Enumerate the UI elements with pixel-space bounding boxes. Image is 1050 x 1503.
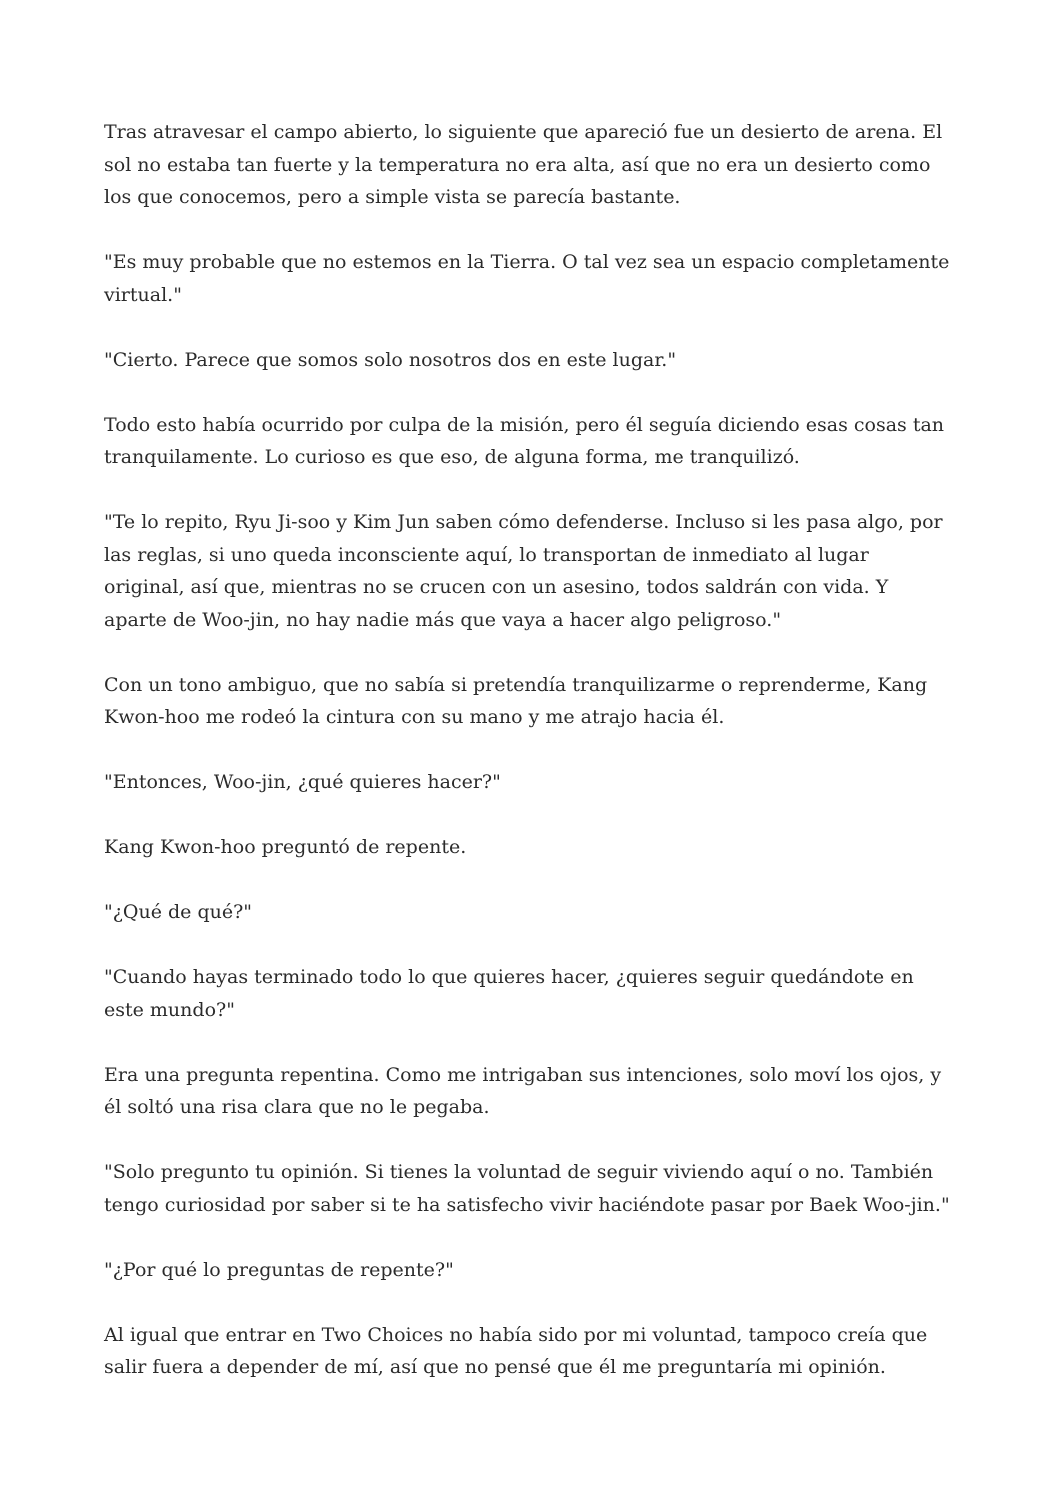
paragraph: "Te lo repito, Ryu Ji-soo y Kim Jun saben cómo defenderse. Incluso si les pasa algo, por las reglas, si uno queda inconsciente aquí, lo transportan de inmediato al lugar original, así que, mientras no se crucen con un asesino, todos saldrán con vida. Y aparte de Woo-jin, no hay nadie más que vaya a hacer algo peligroso."	[104, 511, 943, 631]
paragraph: "¿Qué de qué?"	[104, 901, 253, 923]
paragraph: "Cierto. Parece que somos solo nosotros dos en este lugar."	[104, 348, 677, 371]
paragraph: Todo esto había ocurrido por culpa de la misión, pero él seguía diciendo esas cosas tan tranquilamente. Lo curioso es que eso, de alguna forma, me tranquilizó.	[104, 413, 945, 468]
paragraph: "¿Por qué lo preguntas de repente?"	[104, 1258, 454, 1281]
paragraph: Era una pregunta repentina. Como me intrigaban sus intenciones, solo moví los ojos, y él soltó una risa clara que no le pegaba.	[104, 1063, 942, 1118]
paragraph: Tras atravesar el campo abierto, lo siguiente que apareció fue un desierto de arena. El sol no estaba tan fuerte y la temperatura no era alta, así que no era un desierto como los que conocemos, pero a simple vista se parecía bastante.	[104, 121, 943, 208]
document-page	[104, 116, 954, 1384]
paragraph: "Entonces, Woo-jin, ¿qué quieres hacer?"	[104, 771, 501, 793]
paragraph: Con un tono ambiguo, que no sabía si pretendía tranquilizarme o reprenderme, Kang Kwon-hoo me rodeó la cintura con su mano y me atrajo hacia él.	[104, 673, 928, 728]
paragraph: "Solo pregunto tu opinión. Si tienes la voluntad de seguir viviendo aquí o no. También tengo curiosidad por saber si te ha satisfecho vivir haciéndote pasar por Baek Woo-jin."	[104, 1161, 950, 1216]
paragraph: Al igual que entrar en Two Choices no había sido por mi voluntad, tampoco creía que salir fuera a depender de mí, así que no pensé que él me preguntaría mi opinión.	[104, 1323, 928, 1378]
paragraph: "Es muy probable que no estemos en la Tierra. O tal vez sea un espacio completamente virtual."	[104, 251, 950, 306]
paragraph: "Cuando hayas terminado todo lo que quieres hacer, ¿quieres seguir quedándote en este mundo?"	[104, 966, 914, 1021]
paragraph: Kang Kwon-hoo preguntó de repente.	[104, 836, 467, 858]
